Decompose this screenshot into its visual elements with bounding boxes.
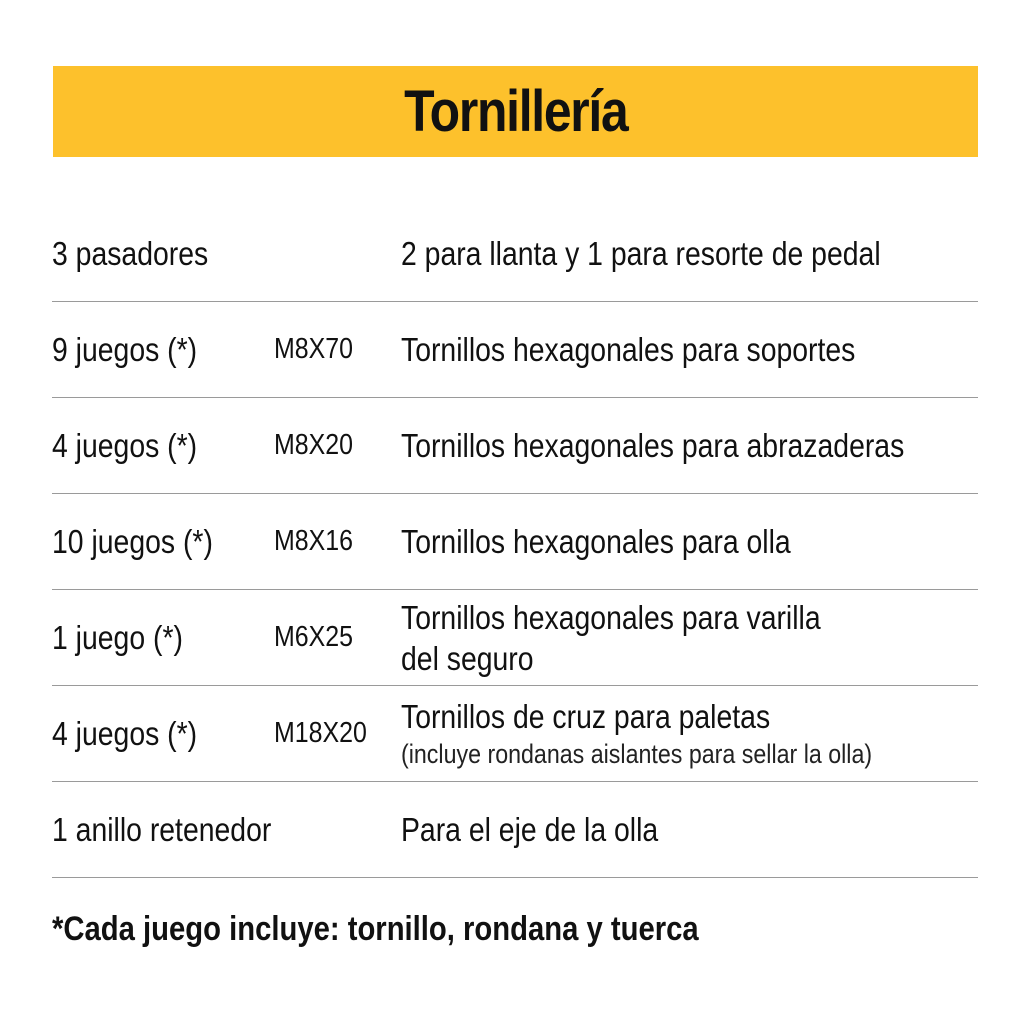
description-cell [401, 686, 872, 781]
quantity-cell: 4 juegos (*) [52, 714, 198, 752]
size-code-cell: M8X70 [274, 333, 354, 365]
description-cell [401, 782, 658, 877]
description-text: Tornillos hexagonales para varilla [401, 598, 821, 636]
description-cell [401, 206, 881, 301]
description-cell [401, 590, 821, 685]
description-text-continued: del seguro [401, 639, 534, 677]
table-row [52, 782, 978, 878]
title-banner [53, 66, 978, 157]
table-row [52, 302, 978, 398]
quantity-cell: 1 anillo retenedor [52, 810, 272, 848]
quantity-cell: 10 juegos (*) [52, 522, 213, 560]
table-row [52, 494, 978, 590]
description-text: Tornillos hexagonales para soportes [401, 331, 856, 368]
description-text: Tornillos de cruz para paletas [401, 698, 771, 735]
footnote: *Cada juego incluye: tornillo, rondana y tuerca [52, 910, 699, 948]
size-code-cell: M6X25 [274, 621, 354, 653]
quantity-cell: 4 juegos (*) [52, 426, 198, 464]
size-code-cell: M8X20 [274, 429, 354, 461]
page-title: Tornillería [403, 78, 628, 144]
quantity-cell: 1 juego (*) [52, 618, 183, 656]
description-note: (incluye rondanas aislantes para sellar la olla) [401, 739, 873, 769]
description-text: Tornillos hexagonales para abrazaderas [401, 427, 905, 464]
description-text: 2 para llanta y 1 para resorte de pedal [401, 235, 881, 272]
table-row [52, 398, 978, 494]
quantity-cell: 3 pasadores [52, 234, 209, 272]
size-code-cell: M8X16 [274, 525, 354, 557]
table-row [52, 206, 978, 302]
hardware-table [52, 206, 978, 878]
quantity-cell: 9 juegos (*) [52, 330, 198, 368]
description-text: Para el eje de la olla [401, 811, 659, 848]
table-row [52, 590, 978, 686]
size-code-cell: M18X20 [274, 717, 367, 749]
description-cell [401, 398, 904, 493]
description-cell [401, 302, 855, 397]
table-row [52, 686, 978, 782]
description-text: Tornillos hexagonales para olla [401, 523, 791, 560]
description-cell [401, 494, 791, 589]
